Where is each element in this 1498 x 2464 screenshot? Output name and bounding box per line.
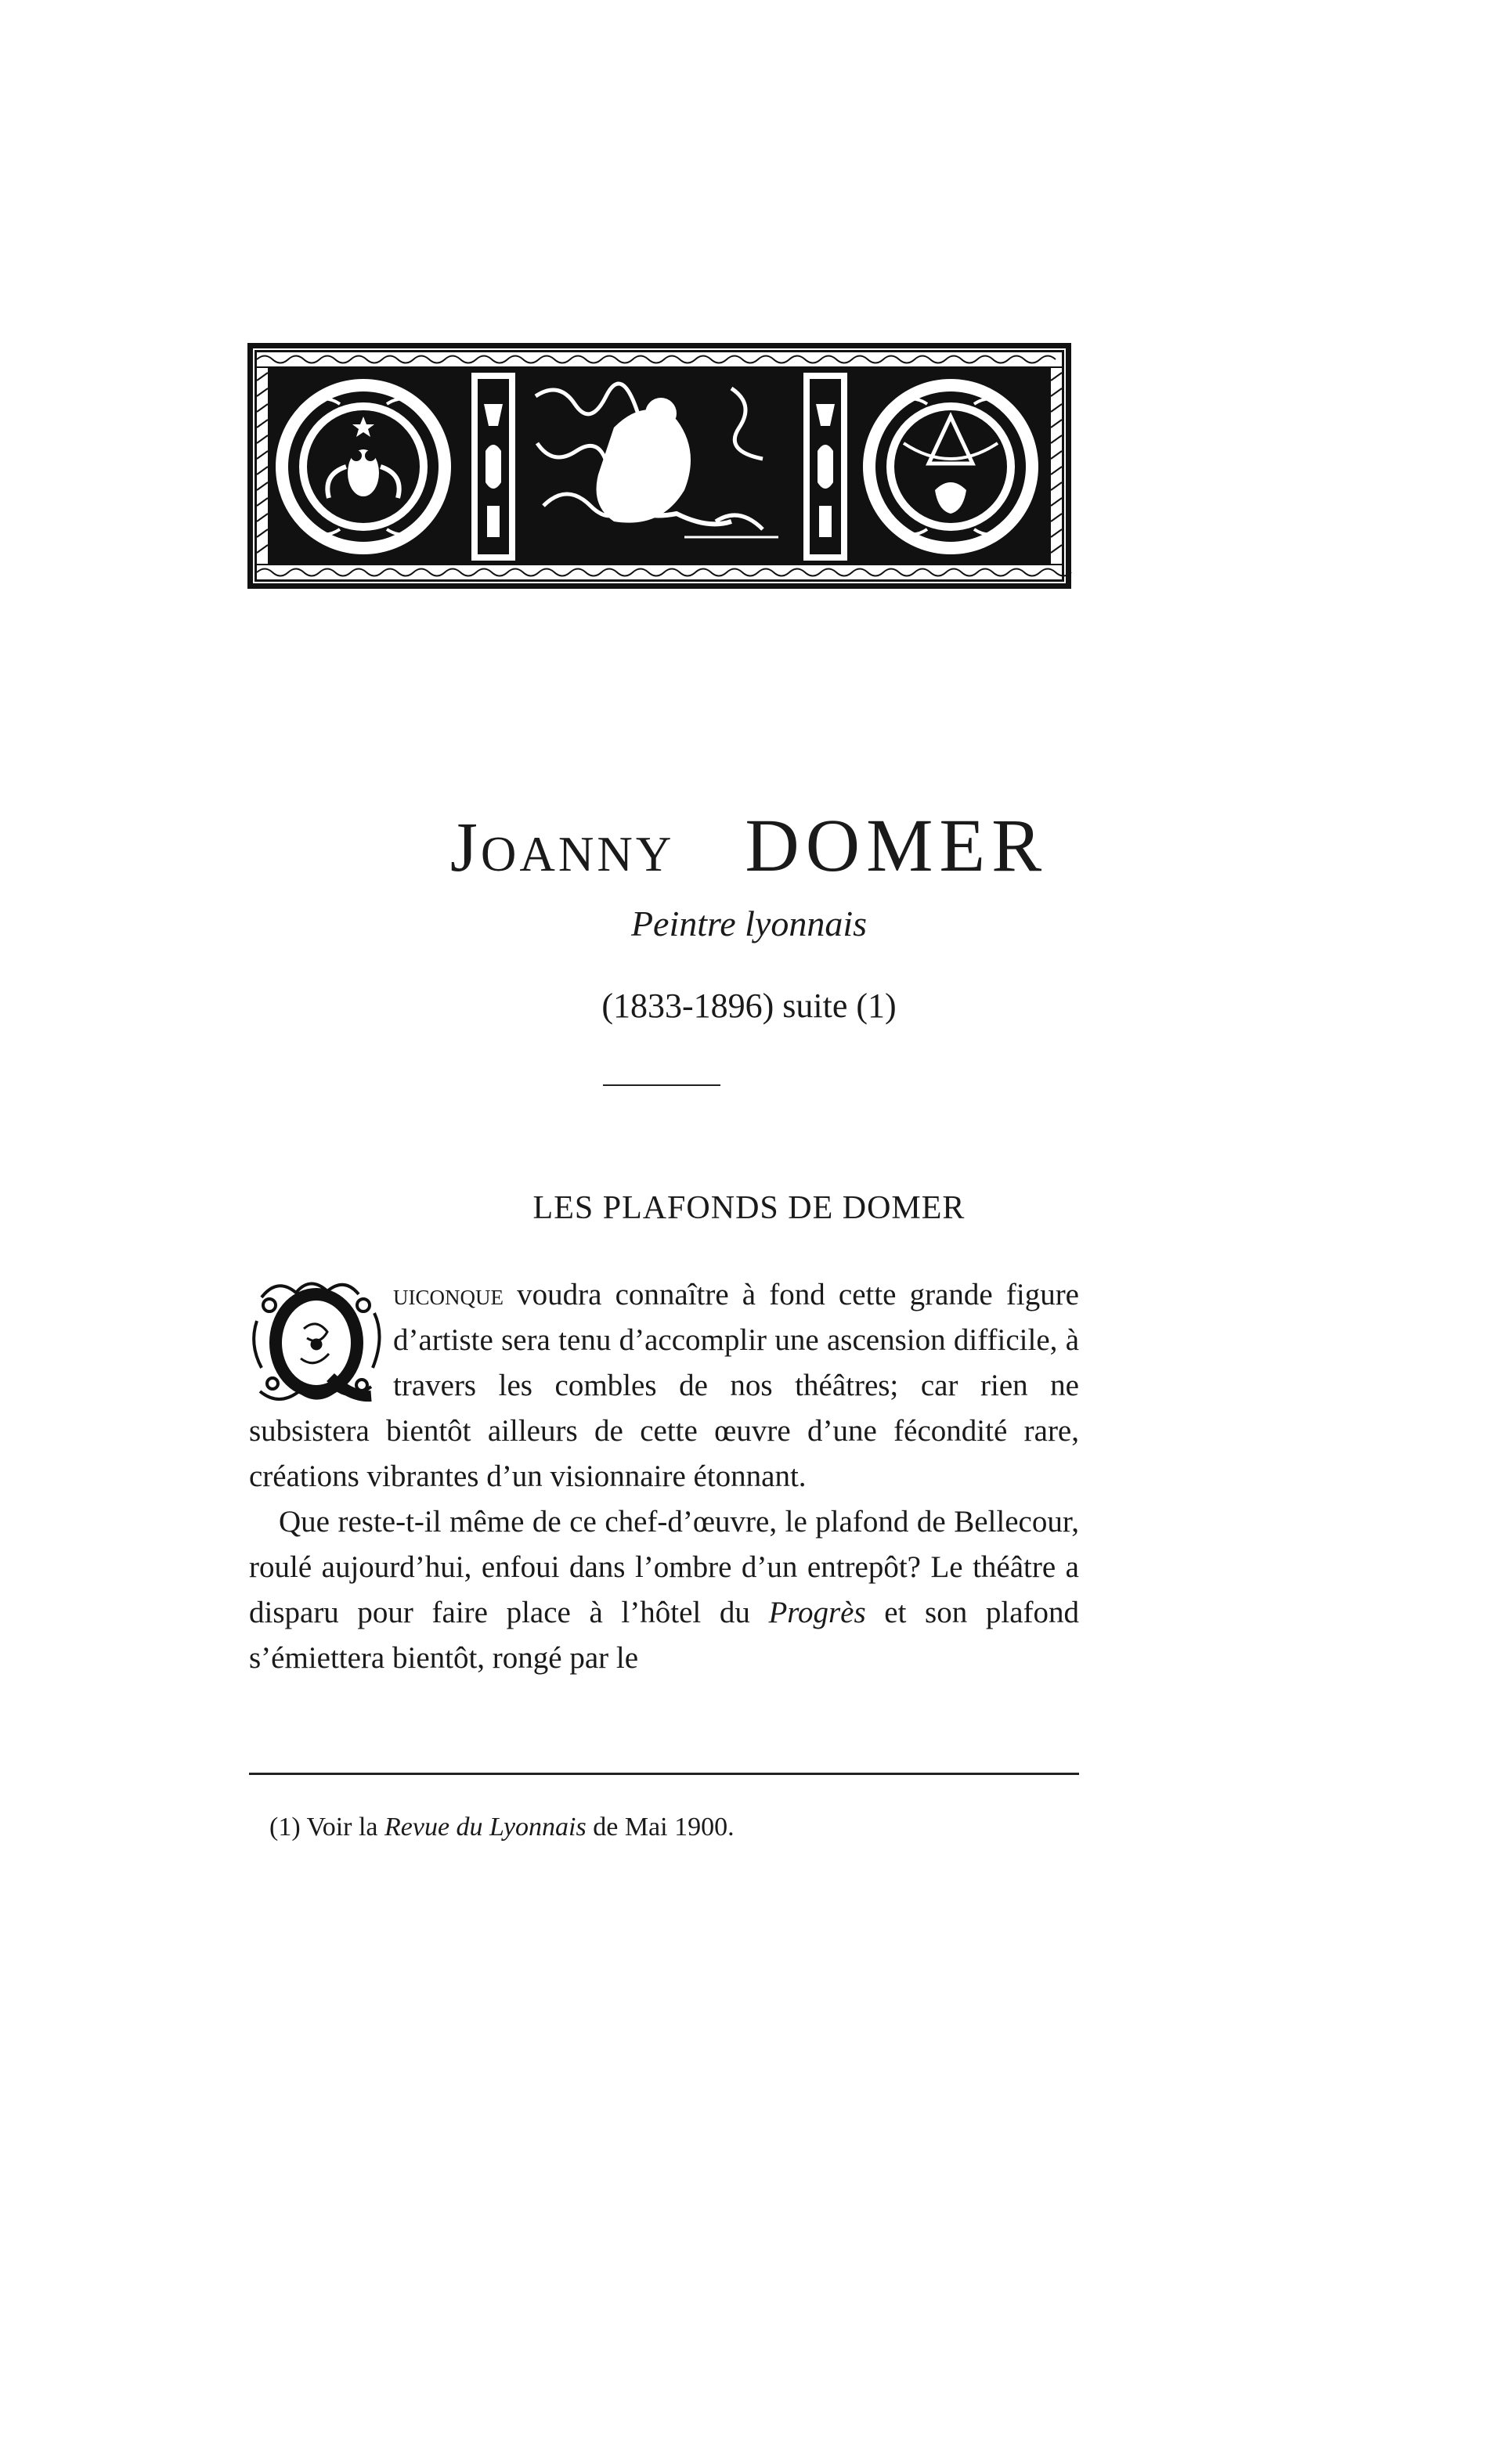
article-body <box>249 1272 1079 1681</box>
paragraph-2-end: et son plafond s’émiettera bientôt, rongé par le <box>249 1596 1079 1675</box>
paragraph-1 <box>249 1272 1079 1499</box>
footnote-rule <box>249 1773 1079 1775</box>
footnote-italic: Revue du Lyonnais <box>384 1813 587 1842</box>
article-subtitle: Peintre lyonnais <box>630 904 868 943</box>
paragraph-1-lead-in: uiconque <box>393 1278 504 1311</box>
title-divider <box>603 1084 720 1086</box>
article-dates: (1833-1896) suite (1) <box>601 987 897 1025</box>
decorative-banner <box>246 341 1073 590</box>
title-last-name: DOMER <box>745 803 1049 887</box>
footnote-marker: (1) Voir la <box>269 1813 385 1842</box>
footnote-end: de Mai 1900. <box>586 1813 735 1842</box>
paragraph-2-text: Que reste-t-il même de ce chef-d’œuvre, le plafond de Bellecour, roulé aujourd’hui, enfoui dans l’ombre d’un entrepôt? Le théâtre a disparu pour faire place à l’hôtel du <box>249 1505 1079 1629</box>
article-title <box>0 799 1498 895</box>
paragraph-2-italic: Progrès <box>768 1596 866 1629</box>
footnote <box>269 1809 1052 1846</box>
ornamental-dropcap <box>246 1274 385 1409</box>
title-first-name: Joanny <box>449 809 675 886</box>
section-heading: LES PLAFONDS DE DOMER <box>532 1190 966 1226</box>
paragraph-1-text: voudra connaître à fond cette grande figure d’artiste sera tenu d’accomplir une ascension difficile, à travers les combles de nos théâtres; car rien ne subsistera bientôt ailleurs de cette œuvre d’une fécondité rare, créations vibrantes d’un visionnaire étonnant. <box>249 1278 1079 1493</box>
paragraph-2 <box>249 1499 1079 1681</box>
